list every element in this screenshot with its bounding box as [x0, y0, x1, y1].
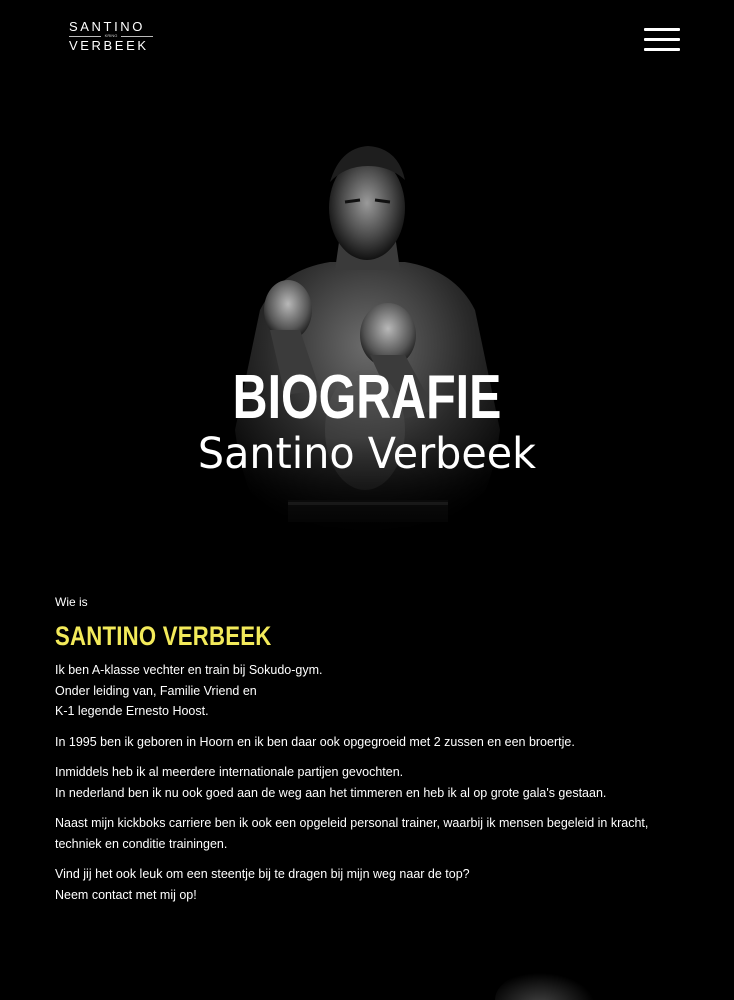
bio-intro: Wie is	[55, 595, 88, 609]
bio-heading: SANTINO VERBEEK	[55, 621, 272, 651]
logo-first-name: SANTINO	[69, 19, 145, 34]
page-title: BIOGRAFIE	[232, 363, 502, 432]
hamburger-menu-icon[interactable]	[644, 26, 680, 52]
paragraph-line: techniek en conditie trainingen.	[55, 836, 228, 851]
biography-section	[55, 594, 685, 915]
bio-paragraph	[55, 864, 685, 905]
paragraph-line: K-1 legende Ernesto Hoost.	[55, 704, 209, 718]
site-logo[interactable]	[69, 20, 153, 54]
paragraph-line: Neem contact met mij op!	[55, 887, 197, 902]
bio-paragraph	[55, 762, 685, 803]
bio-paragraph	[55, 660, 685, 722]
logo-tag: KRING	[104, 33, 118, 38]
hero-section	[0, 130, 734, 550]
page-subtitle: Santino Verbeek	[197, 429, 537, 479]
paragraph-line: In 1995 ben ik geboren in Hoorn en ik ben daar ook opgegroeid met 2 zussen en een broertje.	[55, 734, 575, 749]
bio-paragraph	[55, 813, 685, 854]
logo-last-name: VERBEEK	[69, 38, 149, 53]
paragraph-line: Inmiddels heb ik al meerdere internationale partijen gevochten.	[55, 765, 404, 779]
paragraph-line: Naast mijn kickboks carriere ben ik ook een opgeleid personal trainer, waarbij ik mensen begeleid in kracht,	[55, 816, 649, 830]
bio-paragraph	[55, 732, 685, 753]
paragraph-line: In nederland ben ik nu ook goed aan de weg aan het timmeren en heb ik al op grote gala's gestaan.	[55, 785, 607, 800]
fighter-image-partial	[480, 952, 620, 1000]
paragraph-line: Ik ben A-klasse vechter en train bij Sokudo-gym.	[55, 663, 323, 677]
paragraph-line: Vind jij het ook leuk om een steentje bij te dragen bij mijn weg naar de top?	[55, 867, 470, 881]
paragraph-line: Onder leiding van, Familie Vriend en	[55, 683, 257, 698]
